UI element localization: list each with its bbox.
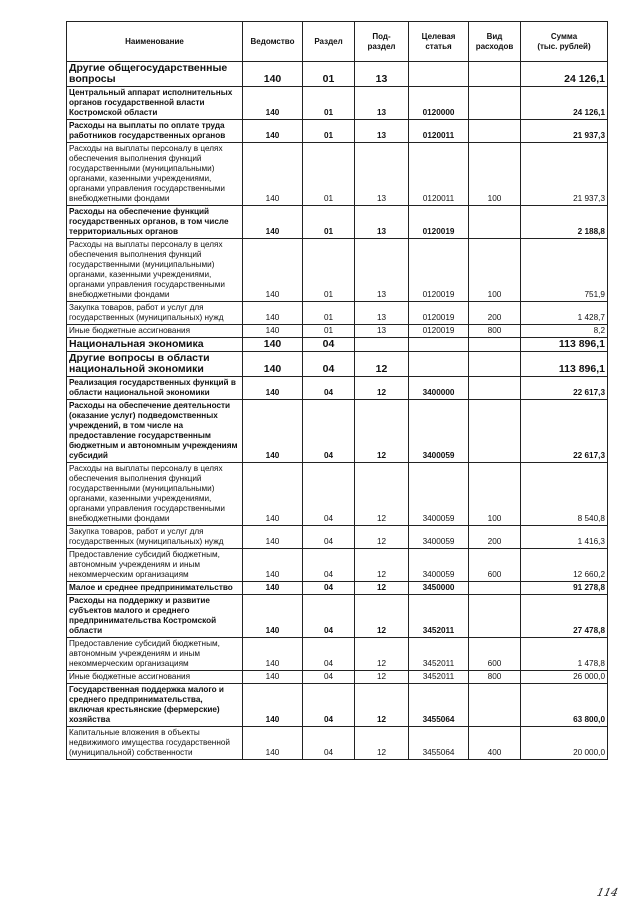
cell-podrazdel: 12	[355, 727, 409, 760]
cell-vedomstvo: 140	[243, 239, 303, 302]
table-row	[67, 463, 608, 526]
cell-name: Другие вопросы в области национальной экономики	[67, 352, 243, 377]
cell-razdel: 04	[303, 684, 355, 727]
cell-name: Расходы на выплаты персоналу в целях обеспечения выполнения функций государственными (муниципальными) органами, казенными учреждениями, органами управления государственными внебюджетными фондами	[67, 463, 243, 526]
cell-summa: 113 896,1	[521, 352, 608, 377]
cell-razdel: 01	[303, 87, 355, 120]
table-row	[67, 62, 608, 87]
header-razdel: Раздел	[303, 22, 355, 62]
cell-name: Реализация государственных функций в области национальной экономики	[67, 377, 243, 400]
cell-razdel: 04	[303, 549, 355, 582]
cell-podrazdel: 12	[355, 377, 409, 400]
cell-summa: 21 937,3	[521, 143, 608, 206]
table-row	[67, 206, 608, 239]
table-row	[67, 595, 608, 638]
cell-name: Центральный аппарат исполнительных органов государственной власти Костромской области	[67, 87, 243, 120]
cell-vid: 100	[469, 239, 521, 302]
cell-vid	[469, 582, 521, 595]
cell-vedomstvo: 140	[243, 302, 303, 325]
cell-razdel: 04	[303, 377, 355, 400]
cell-vedomstvo: 140	[243, 338, 303, 352]
cell-vid	[469, 87, 521, 120]
table-row	[67, 549, 608, 582]
cell-summa: 751,9	[521, 239, 608, 302]
cell-razdel: 01	[303, 62, 355, 87]
cell-podrazdel: 12	[355, 526, 409, 549]
cell-summa: 12 660,2	[521, 549, 608, 582]
cell-razdel: 04	[303, 352, 355, 377]
cell-vid	[469, 352, 521, 377]
table-row	[67, 338, 608, 352]
cell-summa: 24 126,1	[521, 87, 608, 120]
cell-name: Предоставление субсидий бюджетным, автономным учреждениям и иным некоммерческим организациям	[67, 549, 243, 582]
cell-podrazdel: 12	[355, 463, 409, 526]
budget-table	[66, 21, 608, 760]
cell-summa: 91 278,8	[521, 582, 608, 595]
cell-name: Предоставление субсидий бюджетным, автономным учреждениям и иным некоммерческим организациям	[67, 638, 243, 671]
cell-stat: 3452011	[409, 671, 469, 684]
cell-stat: 0120000	[409, 87, 469, 120]
cell-vid	[469, 684, 521, 727]
cell-stat: 0120019	[409, 206, 469, 239]
cell-stat: 3452011	[409, 595, 469, 638]
cell-podrazdel: 13	[355, 206, 409, 239]
cell-podrazdel: 13	[355, 120, 409, 143]
cell-vedomstvo: 140	[243, 62, 303, 87]
cell-razdel: 04	[303, 463, 355, 526]
cell-summa: 24 126,1	[521, 62, 608, 87]
cell-vid: 200	[469, 302, 521, 325]
cell-stat: 3452011	[409, 638, 469, 671]
cell-vedomstvo: 140	[243, 671, 303, 684]
cell-podrazdel: 12	[355, 549, 409, 582]
header-vedomstvo: Ведомство	[243, 22, 303, 62]
cell-stat: 0120011	[409, 120, 469, 143]
cell-vedomstvo: 140	[243, 120, 303, 143]
table-row	[67, 352, 608, 377]
cell-razdel: 04	[303, 638, 355, 671]
cell-name: Расходы на поддержку и развитие субъектов малого и среднего предпринимательства Костромской области	[67, 595, 243, 638]
cell-vedomstvo: 140	[243, 463, 303, 526]
cell-stat: 3455064	[409, 727, 469, 760]
table-header-row	[67, 22, 608, 62]
cell-podrazdel	[355, 338, 409, 352]
cell-razdel: 04	[303, 400, 355, 463]
cell-vedomstvo: 140	[243, 595, 303, 638]
cell-razdel: 01	[303, 120, 355, 143]
table-row	[67, 582, 608, 595]
cell-vid	[469, 377, 521, 400]
cell-summa: 2 188,8	[521, 206, 608, 239]
cell-name: Закупка товаров, работ и услуг для государственных (муниципальных) нужд	[67, 302, 243, 325]
cell-summa: 26 000,0	[521, 671, 608, 684]
cell-razdel: 01	[303, 302, 355, 325]
cell-vid: 800	[469, 325, 521, 338]
cell-razdel: 04	[303, 671, 355, 684]
table-row	[67, 638, 608, 671]
cell-razdel: 01	[303, 206, 355, 239]
cell-stat: 3400059	[409, 400, 469, 463]
header-name: Наименование	[67, 22, 243, 62]
table-body	[67, 62, 608, 760]
cell-podrazdel: 13	[355, 62, 409, 87]
cell-summa: 63 800,0	[521, 684, 608, 727]
cell-razdel: 04	[303, 338, 355, 352]
cell-summa: 20 000,0	[521, 727, 608, 760]
cell-vid	[469, 206, 521, 239]
table-row	[67, 727, 608, 760]
cell-stat: 3400059	[409, 549, 469, 582]
cell-name: Государственная поддержка малого и среднего предпринимательства, включая крестьянские (фермерские) хозяйства	[67, 684, 243, 727]
cell-podrazdel: 12	[355, 595, 409, 638]
cell-vedomstvo: 140	[243, 727, 303, 760]
table-row	[67, 302, 608, 325]
cell-vid	[469, 120, 521, 143]
cell-name: Другие общегосударственные вопросы	[67, 62, 243, 87]
cell-vedomstvo: 140	[243, 325, 303, 338]
table-row	[67, 239, 608, 302]
table-row	[67, 325, 608, 338]
cell-vid: 600	[469, 549, 521, 582]
cell-stat: 3455064	[409, 684, 469, 727]
cell-vid: 400	[469, 727, 521, 760]
cell-name: Закупка товаров, работ и услуг для государственных (муниципальных) нужд	[67, 526, 243, 549]
cell-vedomstvo: 140	[243, 377, 303, 400]
cell-name: Капитальные вложения в объекты недвижимого имущества государственной (муниципальной) собственности	[67, 727, 243, 760]
cell-podrazdel: 13	[355, 239, 409, 302]
cell-vid	[469, 338, 521, 352]
cell-stat: 3400000	[409, 377, 469, 400]
header-stat: Целевая статья	[409, 22, 469, 62]
cell-vid: 100	[469, 143, 521, 206]
cell-vedomstvo: 140	[243, 352, 303, 377]
cell-name: Расходы на выплаты персоналу в целях обеспечения выполнения функций государственными (муниципальными) органами, казенными учреждениями, органами управления государственными внебюджетными фондами	[67, 143, 243, 206]
cell-stat	[409, 338, 469, 352]
cell-vedomstvo: 140	[243, 638, 303, 671]
cell-vid: 800	[469, 671, 521, 684]
header-summa: Сумма (тыс. рублей)	[521, 22, 608, 62]
cell-vid: 100	[469, 463, 521, 526]
cell-summa: 22 617,3	[521, 400, 608, 463]
cell-name: Национальная экономика	[67, 338, 243, 352]
cell-podrazdel: 13	[355, 325, 409, 338]
cell-vid: 200	[469, 526, 521, 549]
cell-stat: 0120019	[409, 239, 469, 302]
cell-summa: 8,2	[521, 325, 608, 338]
cell-summa: 1 416,3	[521, 526, 608, 549]
cell-podrazdel: 13	[355, 302, 409, 325]
cell-podrazdel: 12	[355, 582, 409, 595]
cell-stat: 0120011	[409, 143, 469, 206]
cell-summa: 1 428,7	[521, 302, 608, 325]
cell-summa: 21 937,3	[521, 120, 608, 143]
table-row	[67, 526, 608, 549]
cell-stat	[409, 352, 469, 377]
cell-podrazdel: 12	[355, 638, 409, 671]
table-row	[67, 120, 608, 143]
cell-name: Расходы на выплаты персоналу в целях обеспечения выполнения функций государственными (муниципальными) органами, казенными учреждениями, органами управления государственными внебюджетными фондами	[67, 239, 243, 302]
table-row	[67, 671, 608, 684]
cell-summa: 1 478,8	[521, 638, 608, 671]
cell-name: Иные бюджетные ассигнования	[67, 325, 243, 338]
cell-vid	[469, 595, 521, 638]
cell-vid	[469, 62, 521, 87]
cell-razdel: 04	[303, 582, 355, 595]
cell-vid: 600	[469, 638, 521, 671]
cell-name: Малое и среднее предпринимательство	[67, 582, 243, 595]
cell-vedomstvo: 140	[243, 206, 303, 239]
cell-summa: 22 617,3	[521, 377, 608, 400]
cell-podrazdel: 13	[355, 87, 409, 120]
cell-vedomstvo: 140	[243, 143, 303, 206]
cell-podrazdel: 12	[355, 400, 409, 463]
cell-razdel: 01	[303, 325, 355, 338]
table-row	[67, 400, 608, 463]
cell-stat: 0120019	[409, 302, 469, 325]
table-row	[67, 377, 608, 400]
cell-stat: 3400059	[409, 526, 469, 549]
header-vid: Вид расходов	[469, 22, 521, 62]
table-row	[67, 684, 608, 727]
cell-summa: 8 540,8	[521, 463, 608, 526]
cell-vedomstvo: 140	[243, 582, 303, 595]
table-row	[67, 87, 608, 120]
cell-name: Расходы на обеспечение функций государственных органов, в том числе территориальных органов	[67, 206, 243, 239]
cell-podrazdel: 12	[355, 684, 409, 727]
cell-podrazdel: 13	[355, 143, 409, 206]
cell-vedomstvo: 140	[243, 400, 303, 463]
cell-name: Иные бюджетные ассигнования	[67, 671, 243, 684]
cell-razdel: 01	[303, 143, 355, 206]
cell-name: Расходы на выплаты по оплате труда работников государственных органов	[67, 120, 243, 143]
cell-summa: 27 478,8	[521, 595, 608, 638]
cell-razdel: 04	[303, 727, 355, 760]
cell-razdel: 01	[303, 239, 355, 302]
cell-stat: 3450000	[409, 582, 469, 595]
cell-stat: 0120019	[409, 325, 469, 338]
cell-vedomstvo: 140	[243, 684, 303, 727]
page-number: 114	[595, 886, 620, 899]
cell-podrazdel: 12	[355, 352, 409, 377]
table-row	[67, 143, 608, 206]
cell-stat: 3400059	[409, 463, 469, 526]
cell-vedomstvo: 140	[243, 87, 303, 120]
cell-vid	[469, 400, 521, 463]
header-podrazdel: Под- раздел	[355, 22, 409, 62]
cell-summa: 113 896,1	[521, 338, 608, 352]
cell-vedomstvo: 140	[243, 549, 303, 582]
cell-razdel: 04	[303, 595, 355, 638]
cell-vedomstvo: 140	[243, 526, 303, 549]
cell-stat	[409, 62, 469, 87]
cell-name: Расходы на обеспечение деятельности (оказание услуг) подведомственных учреждений, в том числе на предоставление государственным бюджетным и автономным учреждениям субсидий	[67, 400, 243, 463]
cell-podrazdel: 12	[355, 671, 409, 684]
cell-razdel: 04	[303, 526, 355, 549]
